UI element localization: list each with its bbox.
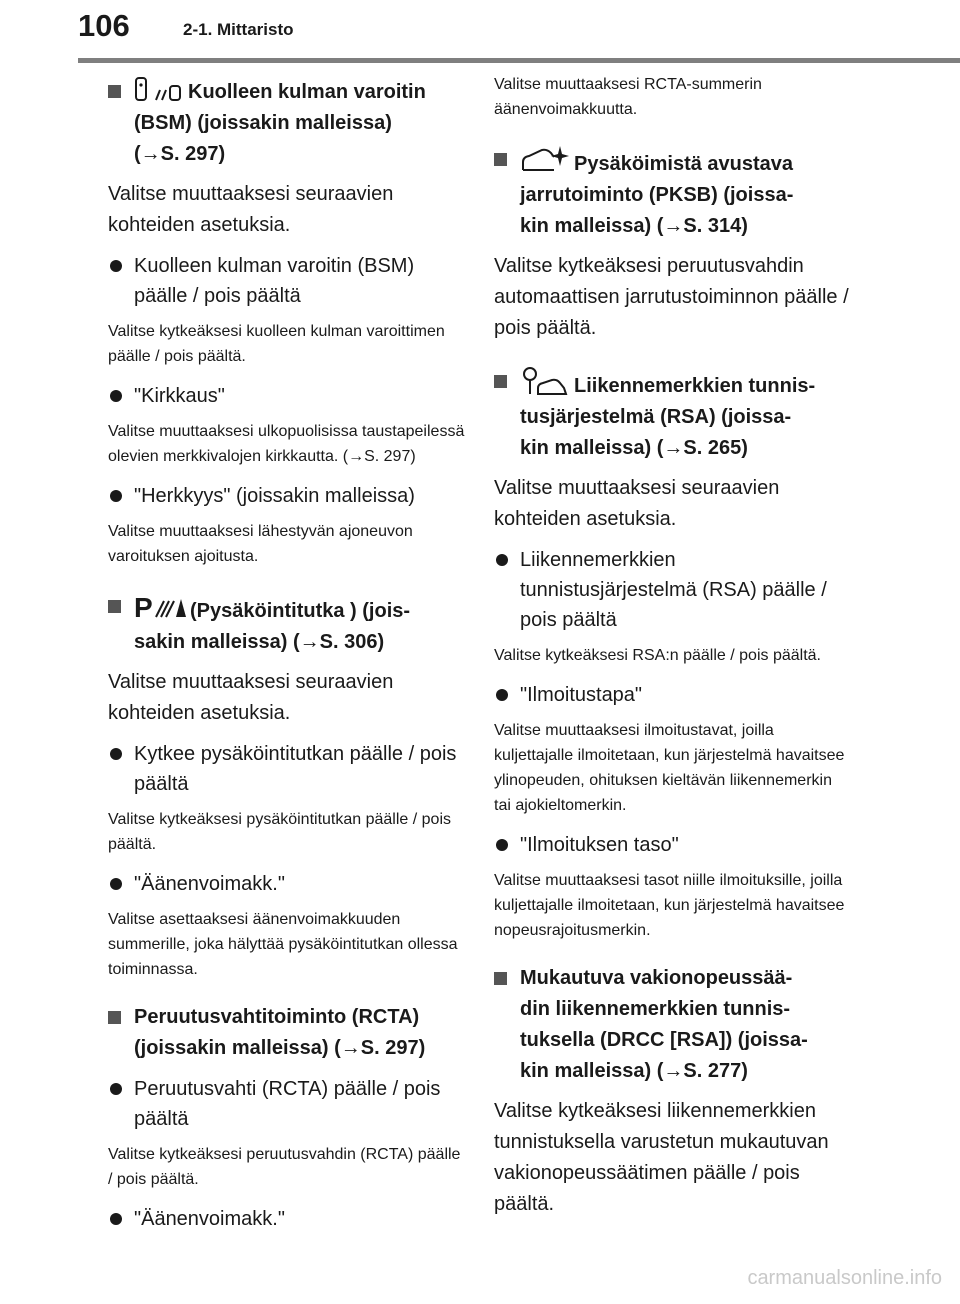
- rcta-heading-line2: (joissakin malleissa) (→S. 297): [134, 1037, 426, 1059]
- rsa-bullet-2-text: "Ilmoitustapa": [520, 684, 643, 706]
- bsm-heading: [108, 76, 466, 170]
- rsa-note-3: Valitse muuttaaksesi tasot niille ilmoituksille, joilla kuljettajalle ilmoitetaan, kun järjestelmä havaitsee nopeusrajoitusmerkin.: [494, 872, 845, 939]
- rcta-heading: [108, 1002, 466, 1064]
- square-bullet-icon: [494, 972, 507, 985]
- rsa-heading-line2: tusjärjestelmä (RSA) (joissa-: [520, 406, 792, 428]
- bullet-dot-icon: [110, 878, 122, 890]
- watermark: carmanualsonline.info: [747, 1267, 942, 1289]
- pksb-heading-line3: kin malleissa) (→S. 314): [520, 215, 748, 237]
- bullet-dot-icon: [496, 689, 508, 701]
- drcc-heading-line1: Mukautuva vakionopeussää-: [520, 967, 793, 989]
- bsm-icon: [134, 76, 184, 102]
- drcc-heading-line4: kin malleissa) (→S. 277): [520, 1060, 748, 1082]
- bsm-body: Valitse muuttaaksesi seuraavien kohteiden asetuksia.: [108, 183, 394, 236]
- parking-bullet-1-text: Kytkee pysäköintitutkan päälle / pois päältä: [134, 743, 457, 795]
- rcta-bullet-1: [108, 1074, 466, 1134]
- bsm-note-1: Valitse kytkeäksesi kuolleen kulman varoittimen päälle / pois päältä.: [108, 323, 445, 365]
- svg-text:P: P: [134, 592, 153, 621]
- rsa-body: Valitse muuttaaksesi seuraavien kohteiden asetuksia.: [494, 477, 780, 530]
- square-bullet-icon: [494, 375, 507, 388]
- rsa-heading-line3: kin malleissa) (→S. 265): [520, 437, 748, 459]
- pksb-icon: [520, 144, 570, 174]
- bullet-dot-icon: [110, 260, 122, 272]
- pksb-heading: [494, 144, 852, 242]
- left-column: [108, 72, 466, 1240]
- bsm-bullet-2-text: "Kirkkaus": [134, 385, 225, 407]
- bsm-bullet-1: [108, 251, 466, 311]
- parking-note-1: Valitse kytkeäksesi pysäköintitutkan päälle / pois päältä.: [108, 811, 451, 853]
- bsm-note-2: Valitse muuttaaksesi ulkopuolisissa taustapeilessä olevien merkkivalojen kirkkautta. (→S. 297): [108, 423, 465, 465]
- rsa-bullet-1-text: Liikennemerkkien tunnistusjärjestelmä (RSA) päälle / pois päältä: [520, 549, 827, 631]
- parking-bullet-2: [108, 869, 466, 899]
- bullet-dot-icon: [496, 554, 508, 566]
- parking-body: Valitse muuttaaksesi seuraavien kohteiden asetuksia.: [108, 671, 394, 724]
- drcc-body: Valitse kytkeäksesi liikennemerkkien tunnistuksella varustetun mukautuvan vakionopeussäätimen päälle / pois päältä.: [494, 1100, 829, 1215]
- right-column: [494, 72, 852, 1228]
- rsa-note-1: Valitse kytkeäksesi RSA:n päälle / pois päältä.: [494, 647, 821, 664]
- bsm-note-3: Valitse muuttaaksesi lähestyvän ajoneuvon varoituksen ajoitusta.: [108, 523, 413, 565]
- bsm-bullet-3: [108, 481, 466, 511]
- bullet-dot-icon: [110, 490, 122, 502]
- rsa-bullet-3: [494, 830, 852, 860]
- rcta-heading-line1: Peruutusvahtitoiminto (RCTA): [134, 1006, 420, 1028]
- parking-heading: [108, 591, 466, 658]
- rsa-icon: [520, 366, 570, 396]
- pksb-heading-line1: Pysäköimistä avustava: [574, 153, 794, 175]
- rsa-note-2: Valitse muuttaaksesi ilmoitustavat, joilla kuljettajalle ilmoitetaan, kun järjestelmä havaitsee ylinopeuden, ohituksen kieltävän liikennemerkin tai ajokieltomerkin.: [494, 722, 845, 814]
- bullet-dot-icon: [496, 839, 508, 851]
- bsm-bullet-1-text: Kuolleen kulman varoitin (BSM) päälle / pois päältä: [134, 255, 415, 307]
- rcta-note-2: Valitse muuttaaksesi RCTA-summerin äänenvoimakkuutta.: [494, 76, 762, 118]
- pksb-heading-line2: jarrutoiminto (PKSB) (joissa-: [520, 184, 794, 206]
- parking-note-2: Valitse asettaaksesi äänenvoimakkuuden summerille, joka hälyttää pysäköintitutkan ollessa toiminnassa.: [108, 911, 458, 978]
- parking-bullet-2-text: "Äänenvoimakk.": [134, 873, 285, 895]
- drcc-heading: [494, 963, 852, 1087]
- drcc-heading-line3: tuksella (DRCC [RSA]) (joissa-: [520, 1029, 808, 1051]
- parking-heading-line2: sakin malleissa) (→S. 306): [134, 631, 385, 653]
- bsm-bullet-2: [108, 381, 466, 411]
- rcta-bullet-1-text: Peruutusvahti (RCTA) päälle / pois päältä: [134, 1078, 441, 1130]
- parking-bullet-1: [108, 739, 466, 799]
- bullet-dot-icon: [110, 390, 122, 402]
- square-bullet-icon: [108, 1011, 121, 1024]
- rsa-heading-line1: Liikennemerkkien tunnis-: [574, 375, 816, 397]
- bsm-bullet-3-text: "Herkkyys" (joissakin malleissa): [134, 485, 415, 507]
- bsm-heading-ref: (→S. 297): [134, 143, 226, 165]
- square-bullet-icon: [108, 600, 121, 613]
- bsm-heading-line2: (BSM) (joissakin malleissa): [134, 112, 392, 134]
- bsm-heading-line1: Kuolleen kulman varoitin: [188, 81, 426, 103]
- rcta-note-1: Valitse kytkeäksesi peruutusvahdin (RCTA) päälle / pois päältä.: [108, 1146, 461, 1188]
- page-number: 106: [78, 8, 130, 43]
- drcc-heading-line2: din liikennemerkkien tunnis-: [520, 998, 791, 1020]
- rsa-bullet-2: [494, 680, 852, 710]
- bullet-dot-icon: [110, 748, 122, 760]
- rcta-bullet-2: [108, 1204, 466, 1234]
- section-title: 2-1. Mittaristo: [183, 20, 294, 39]
- pksb-body: Valitse kytkeäksesi peruutusvahdin automaattisen jarrutustoiminnon päälle / pois päältä.: [494, 255, 849, 339]
- bullet-dot-icon: [110, 1213, 122, 1225]
- rsa-heading: [494, 366, 852, 464]
- square-bullet-icon: [108, 85, 121, 98]
- parking-sensor-icon: [134, 591, 186, 621]
- bullet-dot-icon: [110, 1083, 122, 1095]
- parking-heading-line1: (Pysäköintitutka ) (jois-: [190, 600, 411, 622]
- rsa-bullet-3-text: "Ilmoituksen taso": [520, 834, 679, 856]
- square-bullet-icon: [494, 153, 507, 166]
- rcta-bullet-2-text: "Äänenvoimakk.": [134, 1208, 285, 1230]
- rsa-bullet-1: [494, 545, 852, 635]
- header-rule: [78, 58, 960, 63]
